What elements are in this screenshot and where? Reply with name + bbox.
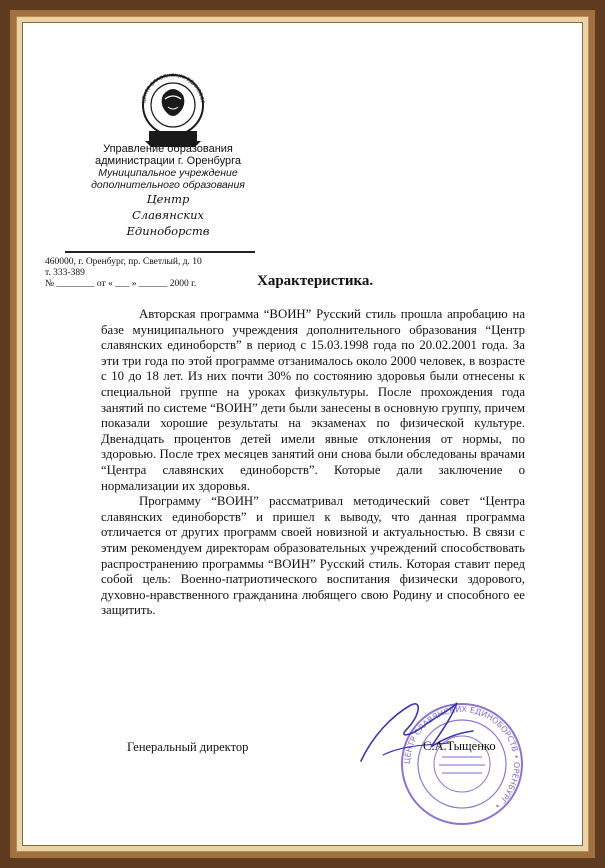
body-paragraph: Программу “ВОИН” рассматривал методический совет “Центра славянских единоборств” и пришел к выводу, что данная программа отличается от других программ своей новизной и актуальностью. В связи с этим рекомендуем директорам образовательных учреждений способствовать распространению программы “ВОИН” Русский стиль. Которая ставит перед собой цель: Военно-патриотического воспитания физически здорового, духовно-нравственного гражданина любящего свою Родину и способного ее защитить.	[101, 494, 525, 618]
signatory-position: Генеральный директор	[127, 740, 249, 754]
phone-line: т. 333-389	[45, 268, 85, 278]
document-body	[101, 307, 525, 619]
issuer-name-line: Славянских	[131, 208, 205, 222]
issuer-name-line: Центр	[146, 192, 190, 206]
issuer-block	[63, 143, 273, 239]
document-title: Характеристика.	[257, 273, 374, 289]
handwritten-signature	[353, 695, 483, 775]
document-number-line: № ________ от « ___ » ______ 2000 г.	[45, 279, 197, 289]
header-divider	[65, 251, 255, 253]
issuer-line: Управление образования	[103, 143, 233, 155]
issuer-line: Муниципальное учреждение	[98, 167, 238, 179]
body-paragraph: Авторская программа “ВОИН” Русский стиль прошла апробацию на базе муниципального учреждения дополнительного образования “Центр славянских единоборств” в период с 15.03.1998 года по 20.02.2001 года. За эти три года по этой программе отзанималось около 2000 человек, в возрасте с 10 до 18 лет. Из них почти 30% по состоянию здоровья были отнесены к специальной группе на уроках физкультуры. После прохождения года занятий по системе “ВОИН” дети были занесены в основную группу, причем показали хорошие результаты на экзаменах по физической культуре. Двенадцать процентов детей имели явные отклонения от нормы, по здоровью. После трех месяцев занятий они снова были обследованы врачами “Центра славянских единоборств”. Которые дали заключение о нормализации их здоровья.	[101, 307, 525, 493]
document-page	[22, 22, 583, 846]
address-line: 460000, г. Оренбург, пр. Светлый, д. 10	[45, 257, 202, 267]
issuer-name-line: Единоборств	[126, 224, 210, 238]
signatory-name: С.А.Тыщенко	[423, 739, 496, 753]
address-block	[45, 257, 275, 290]
emblem-ring-text: ЦЕНТР СЛАВЯНСКИХ ЕДИНОБОР	[141, 72, 205, 104]
issuer-line: администрации г. Оренбурга	[95, 155, 241, 167]
stamp-ring-text: ЦЕНТР СЛАВЯНСКИХ ЕДИНОБОРСТВ • ОРЕНБУРГ •	[402, 704, 522, 811]
issuer-line: дополнительного образования	[91, 179, 245, 191]
